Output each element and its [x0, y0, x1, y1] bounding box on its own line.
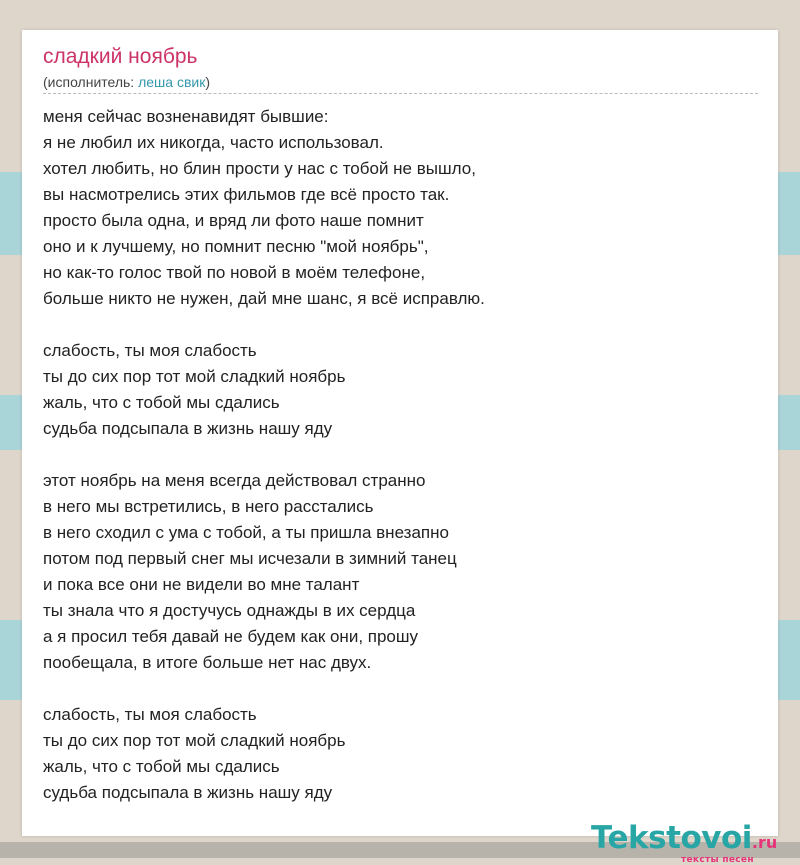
- stanza-gap: [43, 312, 763, 338]
- lyric-line: я не любил их никогда, часто использовал.: [43, 133, 384, 152]
- divider: [43, 93, 758, 94]
- artist-prefix: (исполнитель:: [43, 74, 139, 90]
- song-title: сладкий ноябрь: [43, 45, 198, 68]
- lyric-line: в него сходил с ума с тобой, а ты пришла внезапно: [43, 523, 449, 542]
- lyric-line: ты до сих пор тот мой сладкий ноябрь: [43, 731, 346, 750]
- logo-tld: .ru: [751, 833, 778, 852]
- stanza-gap: [43, 676, 763, 702]
- logo-tagline: тексты песен: [681, 855, 754, 865]
- lyric-line: просто была одна, и вряд ли фото наше помнит: [43, 211, 424, 230]
- lyrics-text: [43, 104, 763, 806]
- lyric-line: жаль, что с тобой мы сдались: [43, 393, 280, 412]
- stanza-gap: [43, 442, 763, 468]
- lyric-line: оно и к лучшему, но помнит песню "мой ноябрь",: [43, 237, 429, 256]
- lyric-line: но как-то голос твой по новой в моём телефоне,: [43, 263, 426, 282]
- lyric-line: хотел любить, но блин прости у нас с тобой не вышло,: [43, 159, 476, 178]
- site-logo[interactable]: [591, 820, 778, 865]
- artist-line: [43, 74, 210, 90]
- lyric-line: больше никто не нужен, дай мне шанс, я всё исправлю.: [43, 289, 485, 308]
- lyric-line: вы насмотрелись этих фильмов где всё просто так.: [43, 185, 450, 204]
- lyric-line: ты знала что я достучусь однажды в их сердца: [43, 601, 416, 620]
- lyric-line: пообещала, в итоге больше нет нас двух.: [43, 653, 372, 672]
- lyric-line: а я просил тебя давай не будем как они, прошу: [43, 627, 419, 646]
- logo-wordmark: Tekstovoi: [591, 820, 752, 856]
- lyric-line: потом под первый снег мы исчезали в зимний танец: [43, 549, 457, 568]
- lyric-line: слабость, ты моя слабость: [43, 341, 257, 360]
- artist-suffix: ): [205, 74, 211, 90]
- lyric-line: жаль, что с тобой мы сдались: [43, 757, 280, 776]
- lyric-line: и пока все они не видели во мне талант: [43, 575, 360, 594]
- lyrics-card: [22, 30, 778, 865]
- lyric-line: судьба подсыпала в жизнь нашу яду: [43, 783, 333, 802]
- lyric-line: этот ноябрь на меня всегда действовал странно: [43, 471, 426, 490]
- lyric-line: слабость, ты моя слабость: [43, 705, 257, 724]
- lyric-line: в него мы встретились, в него расстались: [43, 497, 374, 516]
- lyric-line: меня сейчас возненавидят бывшие:: [43, 107, 329, 126]
- artist-link[interactable]: леша свик: [138, 74, 206, 90]
- lyric-line: ты до сих пор тот мой сладкий ноябрь: [43, 367, 346, 386]
- lyric-line: судьба подсыпала в жизнь нашу яду: [43, 419, 333, 438]
